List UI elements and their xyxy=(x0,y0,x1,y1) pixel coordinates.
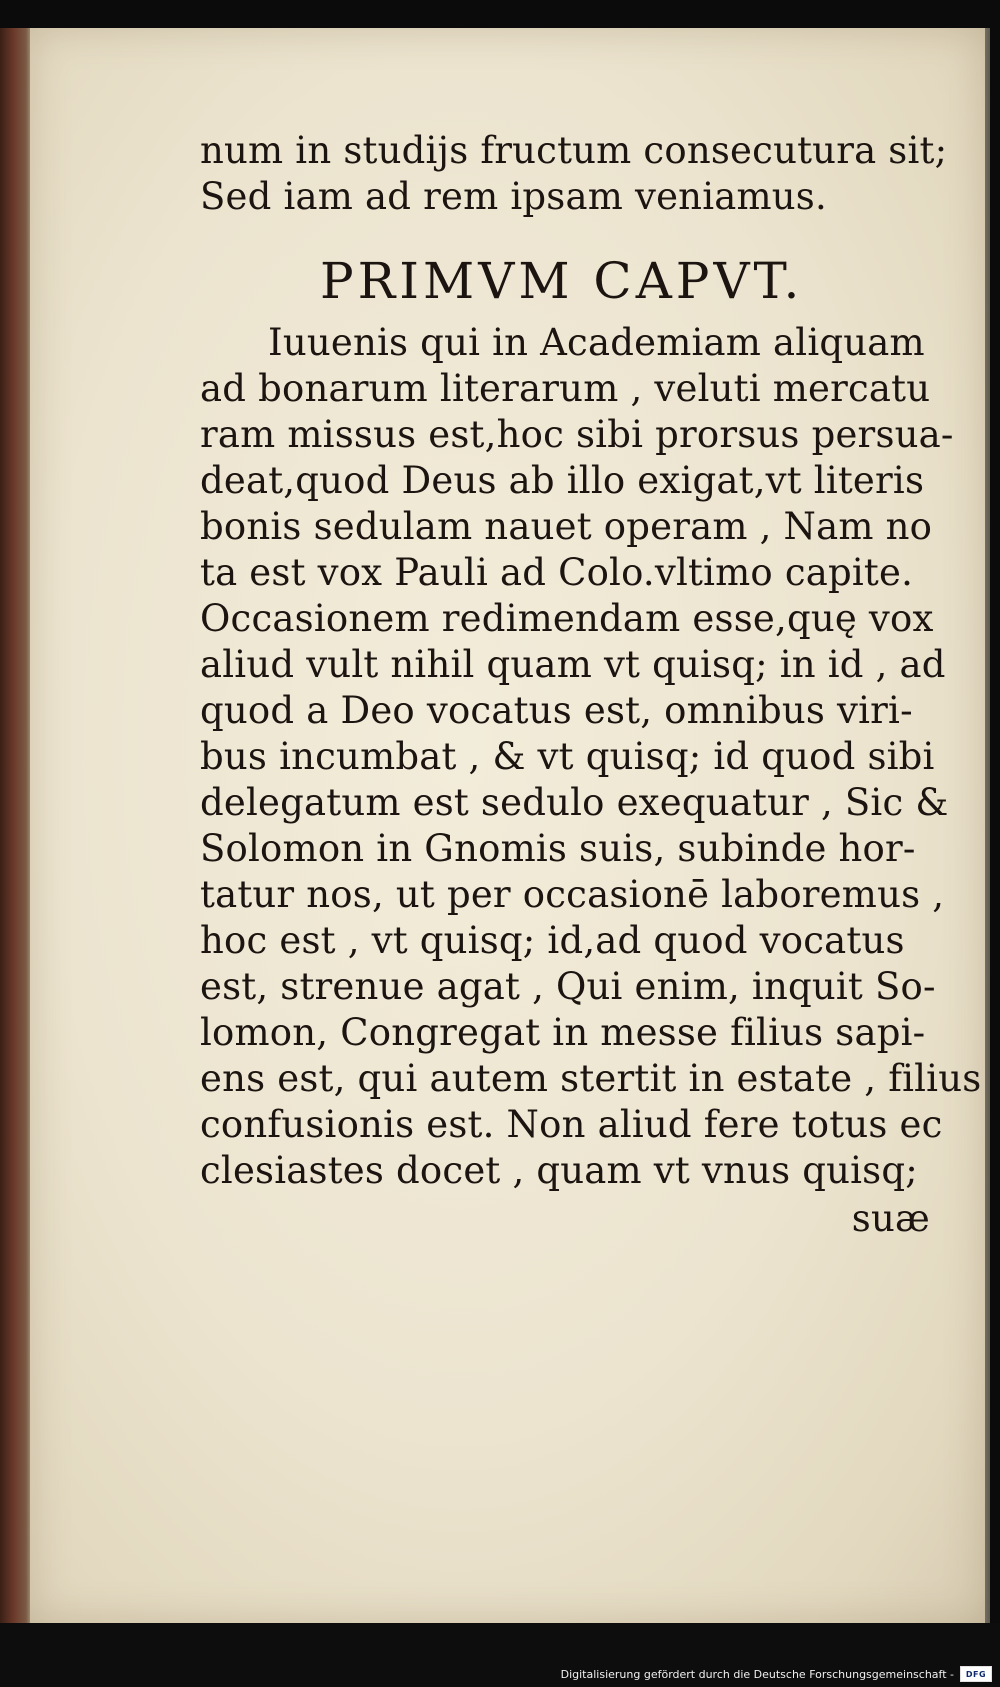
book-page xyxy=(30,28,985,1623)
text-line: Solomon in Gnomis suis, subinde hor- xyxy=(200,827,916,870)
funding-credit xyxy=(561,1665,992,1683)
text-line: tatur nos, ut per occasionē laboremus , xyxy=(200,873,945,916)
text-line: lomon, Congregat in messe filius sapi- xyxy=(200,1011,926,1054)
text-line: deat,quod Deus ab illo exigat,vt literis xyxy=(200,459,925,502)
text-line: ta est vox Pauli ad Colo.vltimo capite. xyxy=(200,551,914,594)
text-line: aliud vult nihil quam vt quisq; in id , ad xyxy=(200,643,946,686)
text-line: ad bonarum literarum , veluti mercatu xyxy=(200,367,931,410)
text-line: bus incumbat , & vt quisq; id quod sibi xyxy=(200,735,935,778)
credit-text: Digitalisierung gefördert durch die Deutsche Forschungsgemeinschaft - xyxy=(560,1667,954,1681)
text-line: Iuuenis qui in Academiam aliquam xyxy=(268,321,925,364)
page-text xyxy=(200,128,990,1242)
text-line: ens est, qui autem stertit in estate , filius xyxy=(200,1057,982,1100)
text-line: confusionis est. Non aliud fere totus ec xyxy=(200,1103,943,1146)
chapter-heading: PRIMVM CAPVT. xyxy=(320,252,804,310)
text-line: quod a Deo vocatus est, omnibus viri- xyxy=(200,689,913,732)
viewer-footer xyxy=(0,1623,1000,1687)
text-line: Occasionem redimendam esse,quę vox xyxy=(200,597,934,640)
text-line: num in studijs fructum consecutura sit; xyxy=(200,129,948,172)
text-line: clesiastes docet , quam vt vnus quisq; xyxy=(200,1149,918,1192)
text-line: est, strenue agat , Qui enim, inquit So- xyxy=(200,965,936,1008)
text-line: ram missus est,hoc sibi prorsus persua- xyxy=(200,413,954,456)
text-line: hoc est , vt quisq; id,ad quod vocatus xyxy=(200,919,905,962)
text-line: bonis sedulam nauet operam , Nam no xyxy=(200,505,933,548)
text-line: Sed iam ad rem ipsam veniamus. xyxy=(200,175,827,218)
scanned-page-image xyxy=(0,28,990,1623)
spacer xyxy=(200,220,990,250)
text-line: delegatum est sedulo exequatur , Sic & xyxy=(200,781,949,824)
dfg-logo-icon: DFG xyxy=(960,1666,992,1682)
catchword: suæ xyxy=(851,1197,930,1240)
